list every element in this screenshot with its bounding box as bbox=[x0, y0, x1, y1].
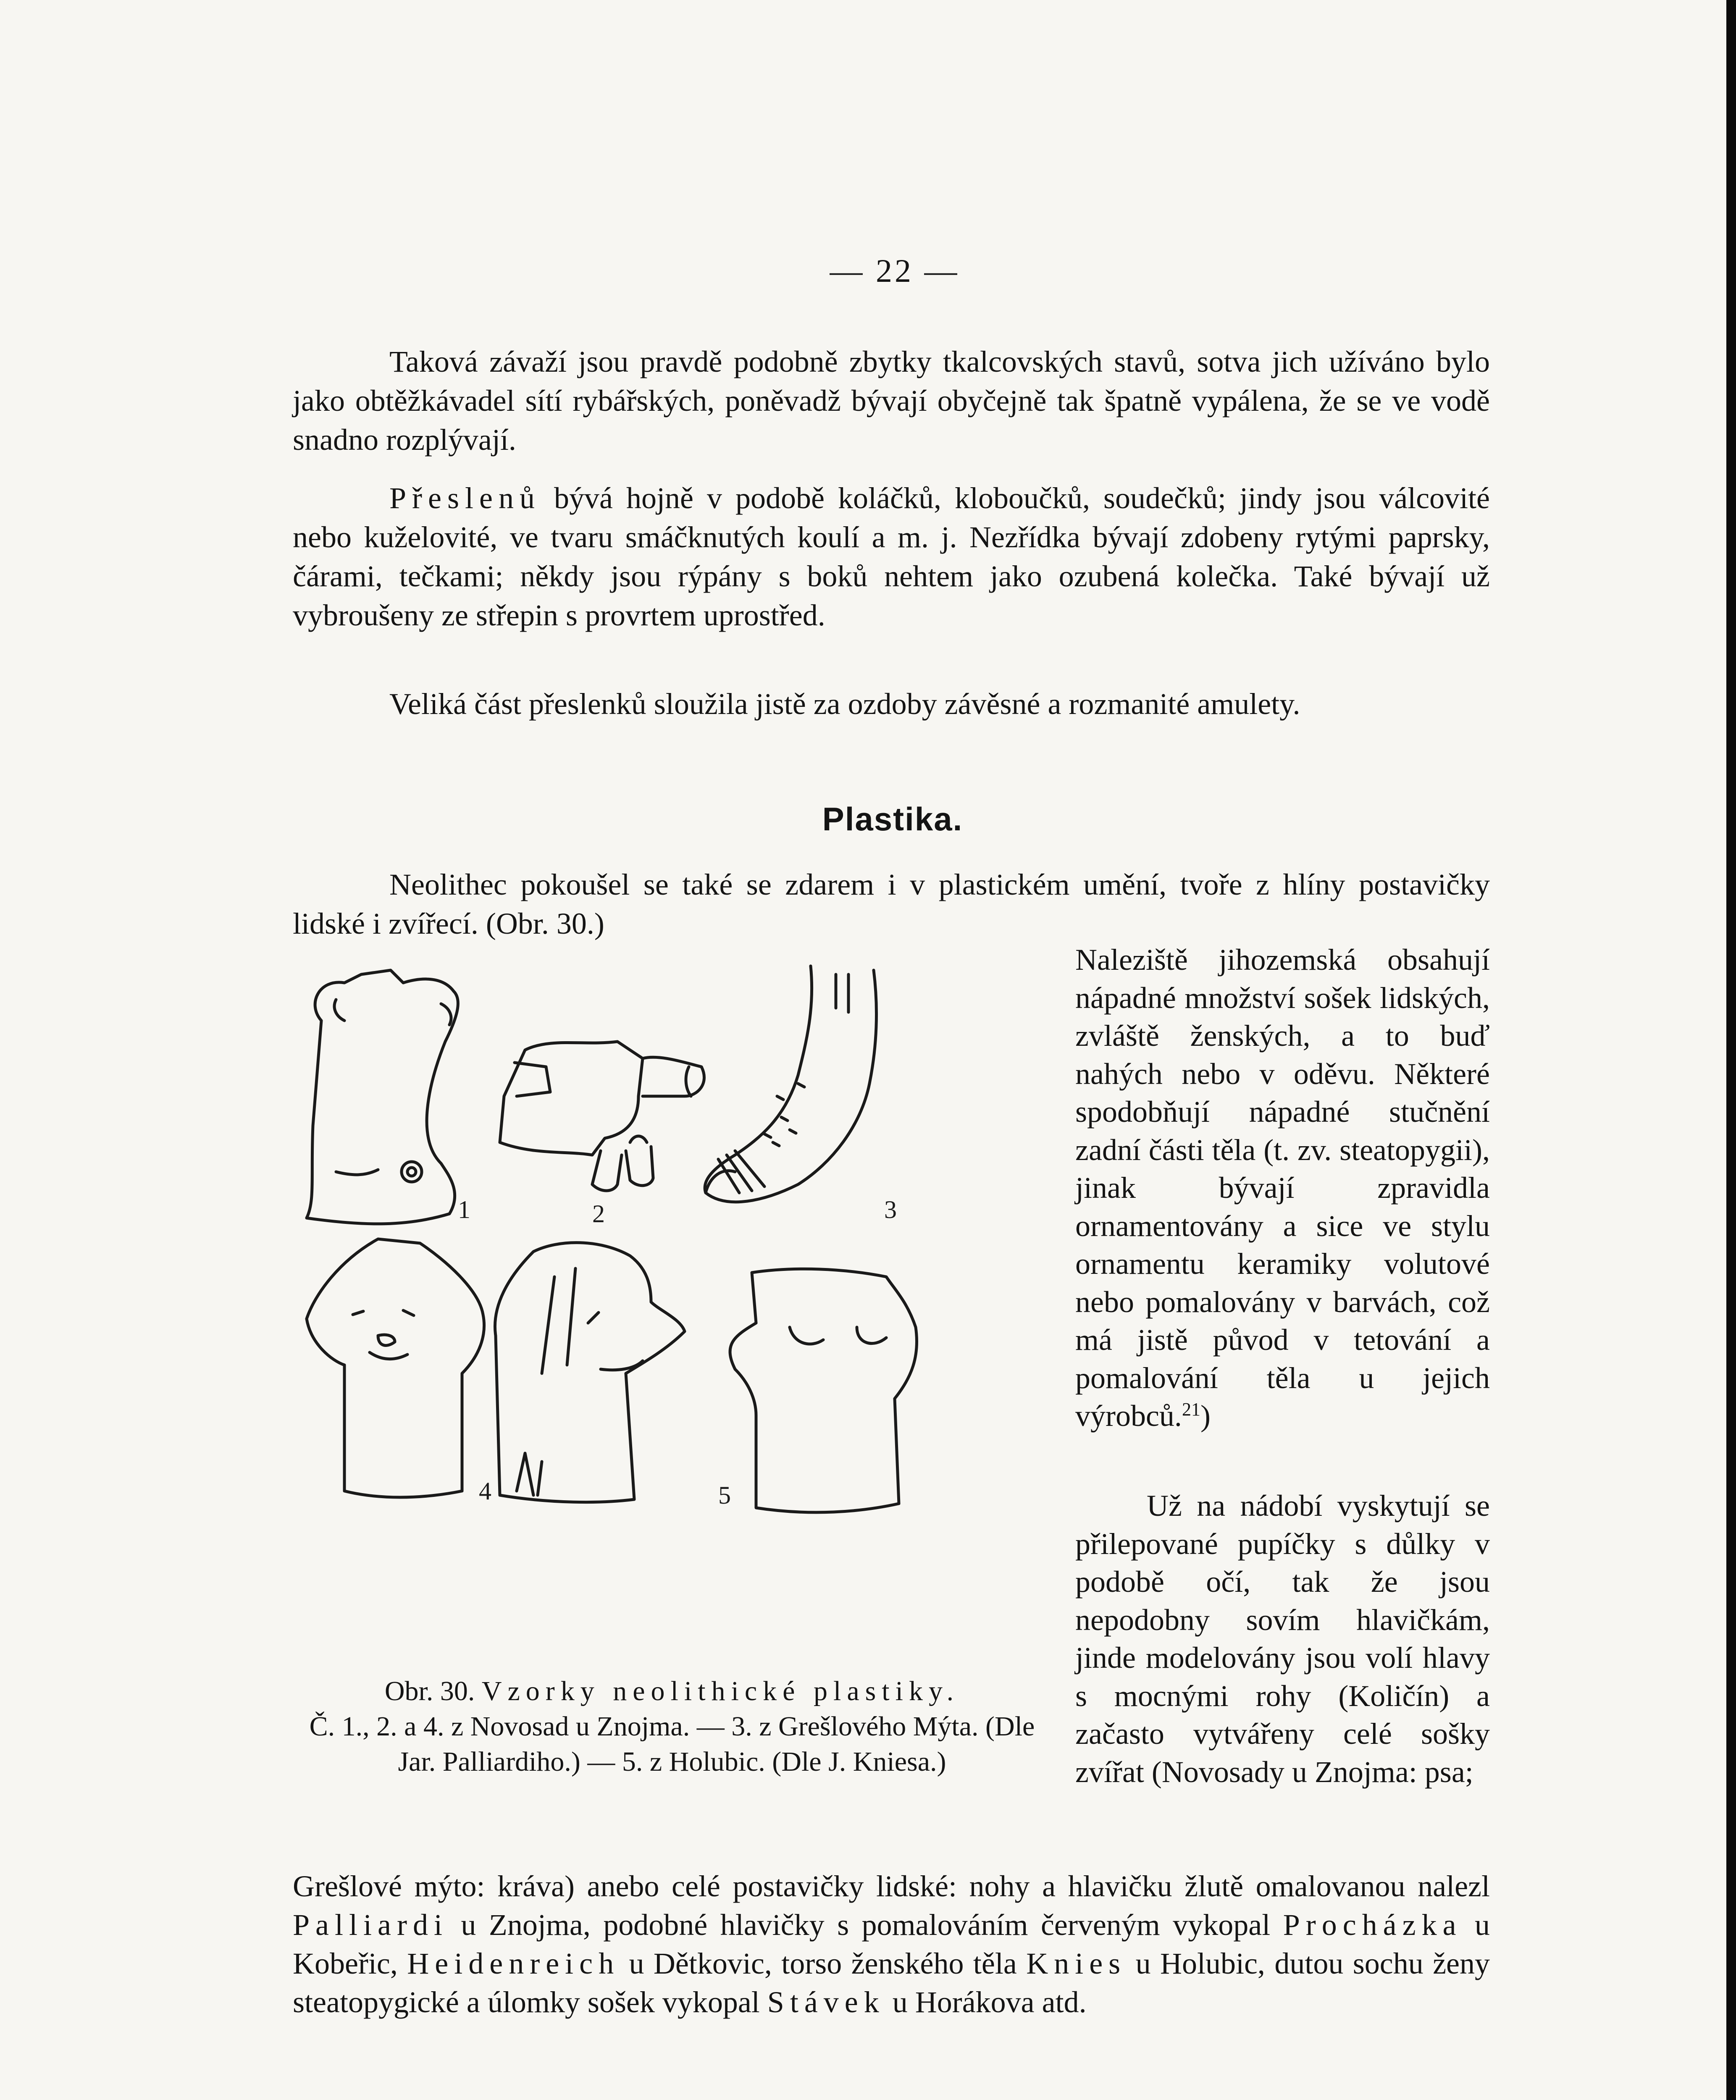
paragraph-text: u Horákova atd. bbox=[885, 1985, 1087, 2019]
figure-label-3: 3 bbox=[884, 1196, 897, 1223]
paragraph-vessel-decoration bbox=[1075, 1487, 1490, 1791]
paragraph-text: Naleziště jihozemská obsahují nápadné množství sošek lidských, zvláště ženských, a to buď nahých nebo v oděvu. Některé spodobňují nápadné stučnění zadní části těla (t. zv. steatopygii), jinak bývají zpravidla ornamentovány a sice ve stylu ornamentu keramiky volutové nebo pomalovány v barvách, což má jistě původ v tetování a pomalování těla u jejich výrobců. bbox=[1075, 943, 1490, 1433]
figurine-5-profile-head bbox=[495, 1243, 685, 1502]
paragraph-text: Veliká část přeslenků sloužila jistě za ozdoby závěsné a rozmanité amulety. bbox=[389, 687, 1300, 721]
paragraph-text: Neolithec pokoušel se také se zdarem i v plastickém umění, tvoře z hlíny postavičky lidské i zvířecí. (Obr. 30.) bbox=[293, 868, 1490, 940]
figure-label-5: 5 bbox=[718, 1481, 731, 1509]
paragraph-text: Taková závaží jsou pravdě podobně zbytky tkalcovských stavů, sotva jich užíváno bylo jako obtěžkávadel sítí rybářských, poněvadž bývají obyčejně tak špatně vypálena, že se ve vodě snadno rozplývají. bbox=[293, 345, 1490, 457]
caption-number: Obr. 30. bbox=[384, 1676, 482, 1706]
person-name: Palliardi bbox=[293, 1908, 448, 1942]
paragraph-loom-weights bbox=[293, 342, 1490, 459]
figurines-drawing bbox=[281, 958, 1067, 1672]
section-heading: Plastika. bbox=[822, 801, 963, 837]
person-name: Procházka bbox=[1283, 1908, 1462, 1942]
figure-caption bbox=[290, 1674, 1054, 1780]
paragraph-text: u Znojma, podobné hlavičky s pomalováním červeným vykopal bbox=[448, 1908, 1283, 1942]
figurine-4-head bbox=[307, 1239, 484, 1497]
figure-label-4: 4 bbox=[479, 1477, 491, 1505]
paragraph-text: Už na nádobí vyskytují se přilepované pupíčky s důlky v podobě očí, tak že jsou nepodobny sovím hlavičkám, jinde modelovány jsou volí hlavy s mocnými rohy (Količín) a začasto vytvářeny celé sošky zvířat (Novosady u Znojma: psa; bbox=[1075, 1489, 1490, 1789]
caption-sources: Č. 1., 2. a 4. z Novosad u Znojma. — 3. z Grešlového Mýta. (Dle Jar. Palliardiho.) — 5. z Holubic. (Dle J. Kniesa.) bbox=[309, 1711, 1035, 1777]
paragraph-text: u Dětkovic, torso ženského těla bbox=[620, 1947, 1027, 1980]
person-name: Heidenreich bbox=[407, 1947, 620, 1980]
paragraph-text: u Holubic, dutou sochu ženy steatopygické a úlomky sošek vykopal bbox=[293, 1947, 1490, 2019]
paragraph-finds-continued bbox=[293, 1867, 1490, 2021]
paragraph-neolithic-art bbox=[293, 865, 1490, 943]
scan-edge-right bbox=[1726, 0, 1736, 2100]
footnote-ref: 21 bbox=[1182, 1399, 1200, 1420]
figure-neolithic-figurines bbox=[281, 958, 1067, 1672]
paragraph-text: Grešlové mýto: kráva) anebo celé postavičky lidské: nohy a hlavičku žlutě omalovanou nalezl bbox=[293, 1869, 1490, 1903]
figure-label-1: 1 bbox=[458, 1196, 470, 1223]
page-number: — 22 — bbox=[830, 252, 960, 289]
caption-title: Vzorky neolithické plastiky. bbox=[481, 1676, 960, 1706]
figure-label-2: 2 bbox=[592, 1200, 605, 1228]
paragraph-amulets bbox=[293, 685, 1490, 724]
figurine-3-foot bbox=[705, 966, 876, 1202]
figurine-6-female-torso bbox=[730, 1269, 917, 1512]
person-name: Stávek bbox=[767, 1985, 885, 2019]
figurine-2-animal bbox=[500, 1042, 704, 1191]
figurine-1-torso bbox=[307, 970, 458, 1224]
paragraph-text: ) bbox=[1200, 1399, 1211, 1433]
paragraph-spindle-whorls bbox=[293, 479, 1490, 635]
paragraph-figurine-sites bbox=[1075, 941, 1490, 1435]
paragraph-text: bývá hojně v podobě koláčků, kloboučků, soudečků; jindy jsou válcovité nebo kuželovité, ve tvaru smáčknutých koulí a m. j. Nezřídka bývají zdobeny rytými paprsky, čárami, tečkami; někdy jsou rýpány s boků nehtem jako ozubená kolečka. Také bývají už vybroušeny ze střepin s provrtem uprostřed. bbox=[293, 481, 1490, 632]
person-name: Knies bbox=[1026, 1947, 1127, 1980]
paragraph-text: u Kobeřic, bbox=[293, 1908, 1490, 1980]
spaced-term: Přeslenů bbox=[389, 481, 541, 515]
